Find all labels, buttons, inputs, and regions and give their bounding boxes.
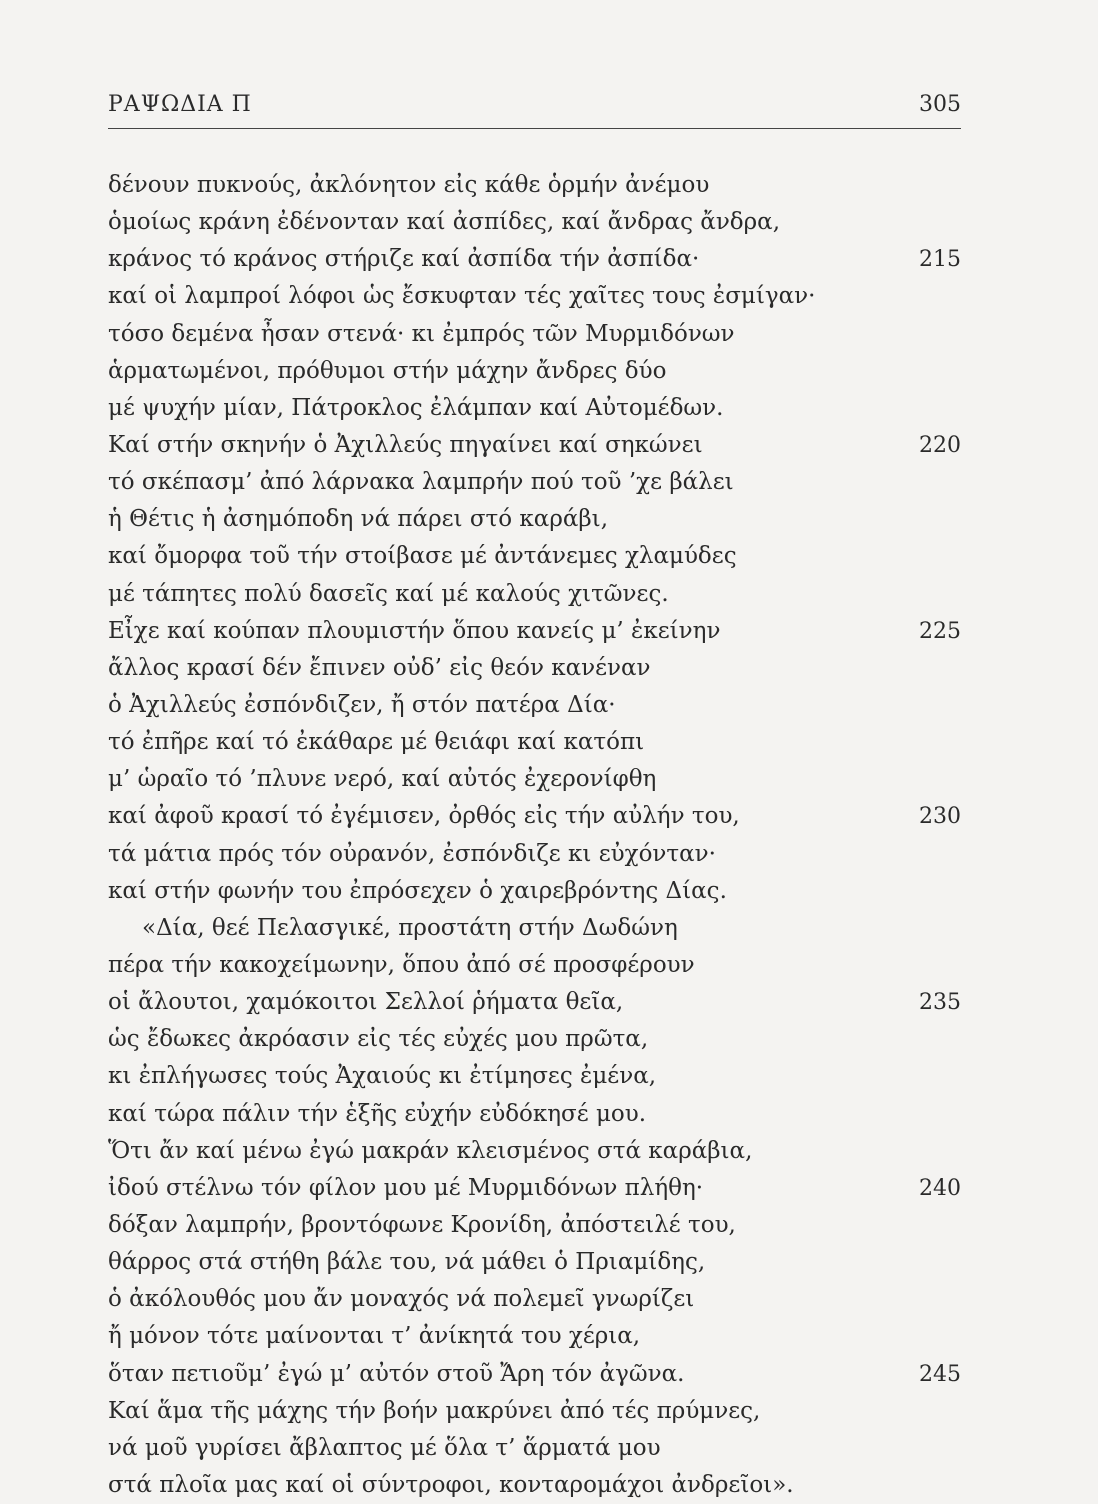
running-header xyxy=(108,92,961,122)
page-number: 305 xyxy=(919,92,961,117)
verse-text: ἡ Θέτις ἡ ἀσημόποδη νά πάρει στό καράβι, xyxy=(108,506,609,533)
verse-text: καί τώρα πάλιν τήν ἑξῆς εὐχήν εὐδόκησέ μου. xyxy=(108,1100,647,1127)
verse-text: ὁμοίως κράνη ἐδένονταν καί ἀσπίδες, καί ἄνδρας ἄνδρα, xyxy=(108,209,781,236)
verse-line xyxy=(108,873,961,910)
verse-text: ἤ μόνον τότε μαίνονται τ’ ἀνίκητά του χέρια, xyxy=(108,1323,641,1350)
verse-text: ἁρματωμένοι, πρόθυμοι στήν μάχην ἄνδρες δύο xyxy=(108,357,667,384)
verse-text: ἄλλος κρασί δέν ἔπινεν οὐδ’ εἰς θεόν κανέναν xyxy=(108,654,651,681)
verse-text: τά μάτια πρός τόν οὐρανόν, ἐσπόνδιζε κι εὐχόνταν· xyxy=(108,840,716,867)
verse-text: ὁ ἀκόλουθός μου ἄν μοναχός νά πολεμεῖ γνωρίζει xyxy=(108,1286,695,1313)
verse-line xyxy=(108,316,961,353)
verse-text: ὁ Ἀχιλλεύς ἐσπόνδιζεν, ἤ στόν πατέρα Δία· xyxy=(108,691,616,718)
verse-line xyxy=(108,836,961,873)
verse-line xyxy=(108,501,961,538)
verse-text: Ὅτι ἄν καί μένω ἐγώ μακράν κλεισμένος στά καράβια, xyxy=(108,1137,753,1164)
verse-line xyxy=(108,650,961,687)
line-number: 230 xyxy=(919,804,961,830)
verse-text: μέ ψυχήν μίαν, Πάτροκλος ἐλάμπαν καί Αὐτομέδων. xyxy=(108,394,724,421)
verse-text: κι ἐπλήγωσες τούς Ἀχαιούς κι ἐτίμησες ἐμένα, xyxy=(108,1063,657,1090)
chapter-title: ΡΑΨΩΔΙΑ Π xyxy=(108,92,252,117)
line-number: 235 xyxy=(919,990,961,1016)
verse-text: ὅταν πετιοῦμ’ ἐγώ μ’ αὐτόν στοῦ Ἄρη τόν ἀγῶνα. xyxy=(108,1360,685,1387)
verse-text: θάρρος στά στήθη βάλε του, νά μάθει ὁ Πριαμίδης, xyxy=(108,1249,706,1276)
verse-text: μέ τάπητες πολύ δασεῖς καί μέ καλούς χιτῶνες. xyxy=(108,580,669,607)
verse-line xyxy=(108,1356,961,1393)
verse-line xyxy=(108,1170,961,1207)
verse-text: τό σκέπασμ’ ἀπό λάρνακα λαμπρήν πού τοῦ ’χε βάλει xyxy=(108,469,734,496)
line-number: 225 xyxy=(919,618,961,644)
verse-line xyxy=(108,390,961,427)
line-number: 245 xyxy=(919,1361,961,1387)
verse-text: ἰδού στέλνω τόν φίλον μου μέ Μυρμιδόνων πλήθη· xyxy=(108,1174,704,1201)
verse-line xyxy=(108,910,961,947)
verse-text: οἱ ἄλουτοι, χαμόκοιτοι Σελλοί ῥήματα θεῖα, xyxy=(108,989,624,1016)
verse-text: στά πλοῖα μας καί οἱ σύντροφοι, κονταρομάχοι ἀνδρεῖοι». xyxy=(108,1471,794,1498)
verse-line xyxy=(108,724,961,761)
verse-text: «Δία, θεέ Πελασγικέ, προστάτη στήν Δωδώνη xyxy=(142,914,678,941)
line-number: 215 xyxy=(919,247,961,273)
verse-line xyxy=(108,278,961,315)
verse-text: πέρα τήν κακοχείμωνην, ὅπου ἀπό σέ προσφέρουν xyxy=(108,951,695,978)
verse-text: μ’ ὡραῖο τό ’πλυνε νερό, καί αὐτός ἐχερονίφθη xyxy=(108,766,657,793)
verse-text: τόσο δεμένα ἦσαν στενά· κι ἐμπρός τῶν Μυρμιδόνων xyxy=(108,320,735,347)
verse-line xyxy=(108,687,961,724)
verse-line xyxy=(108,947,961,984)
verse-line xyxy=(108,1244,961,1281)
verse-text: Εἶχε καί κούπαν πλουμιστήν ὅπου κανείς μ’ ἐκείνην xyxy=(108,617,721,644)
verse-line xyxy=(108,613,961,650)
verse-line xyxy=(108,1467,961,1504)
verse-text: νά μοῦ γυρίσει ἄβλαπτος μέ ὅλα τ’ ἅρματά μου xyxy=(108,1434,661,1461)
verse-text: καί ὄμορφα τοῦ τήν στοίβασε μέ ἀντάνεμες χλαμύδες xyxy=(108,543,737,570)
verse-line xyxy=(108,798,961,835)
verse-line xyxy=(108,167,961,204)
verse-line xyxy=(108,1393,961,1430)
verse-line xyxy=(108,1096,961,1133)
verse-line xyxy=(108,1021,961,1058)
verse-line xyxy=(108,241,961,278)
verse-line xyxy=(108,464,961,501)
verse-text: δένουν πυκνούς, ἀκλόνητον εἰς κάθε ὁρμήν ἀνέμου xyxy=(108,172,710,198)
verse-text: Καί στήν σκηνήν ὁ Ἀχιλλεύς πηγαίνει καί σηκώνει xyxy=(108,431,703,458)
verse-line xyxy=(108,761,961,798)
verse-line xyxy=(108,1318,961,1355)
header-rule xyxy=(108,128,961,129)
verse-line xyxy=(108,984,961,1021)
verse-line xyxy=(108,576,961,613)
verse-line xyxy=(108,353,961,390)
verse-line xyxy=(108,538,961,575)
verse-line xyxy=(108,204,961,241)
verse-text: Καί ἅμα τῆς μάχης τήν βοήν μακρύνει ἀπό τές πρύμνες, xyxy=(108,1397,761,1424)
verse-line xyxy=(108,1281,961,1318)
verse-line xyxy=(108,1430,961,1467)
verse-line xyxy=(108,1058,961,1095)
verse-block xyxy=(108,167,961,1504)
verse-line xyxy=(108,427,961,464)
verse-text: καί στήν φωνήν του ἐπρόσεχεν ὁ χαιρεβρόντης Δίας. xyxy=(108,877,727,904)
verse-text: κράνος τό κράνος στήριζε καί ἀσπίδα τήν ἀσπίδα· xyxy=(108,246,700,273)
verse-text: ὡς ἔδωκες ἀκρόασιν εἰς τές εὐχές μου πρῶτα, xyxy=(108,1026,649,1053)
verse-line xyxy=(108,1133,961,1170)
line-number: 240 xyxy=(919,1175,961,1201)
verse-line xyxy=(108,1207,961,1244)
line-number: 220 xyxy=(919,432,961,458)
verse-text: καί ἀφοῦ κρασί τό ἐγέμισεν, ὀρθός εἰς τήν αὐλήν του, xyxy=(108,803,740,830)
verse-text: δόξαν λαμπρήν, βροντόφωνε Κρονίδη, ἀπόστειλέ του, xyxy=(108,1211,736,1238)
verse-text: τό ἐπῆρε καί τό ἐκάθαρε μέ θειάφι καί κατόπι xyxy=(108,729,645,756)
verse-text: καί οἱ λαμπροί λόφοι ὡς ἔσκυφταν τές χαῖτες τους ἐσμίγαν· xyxy=(108,283,816,310)
